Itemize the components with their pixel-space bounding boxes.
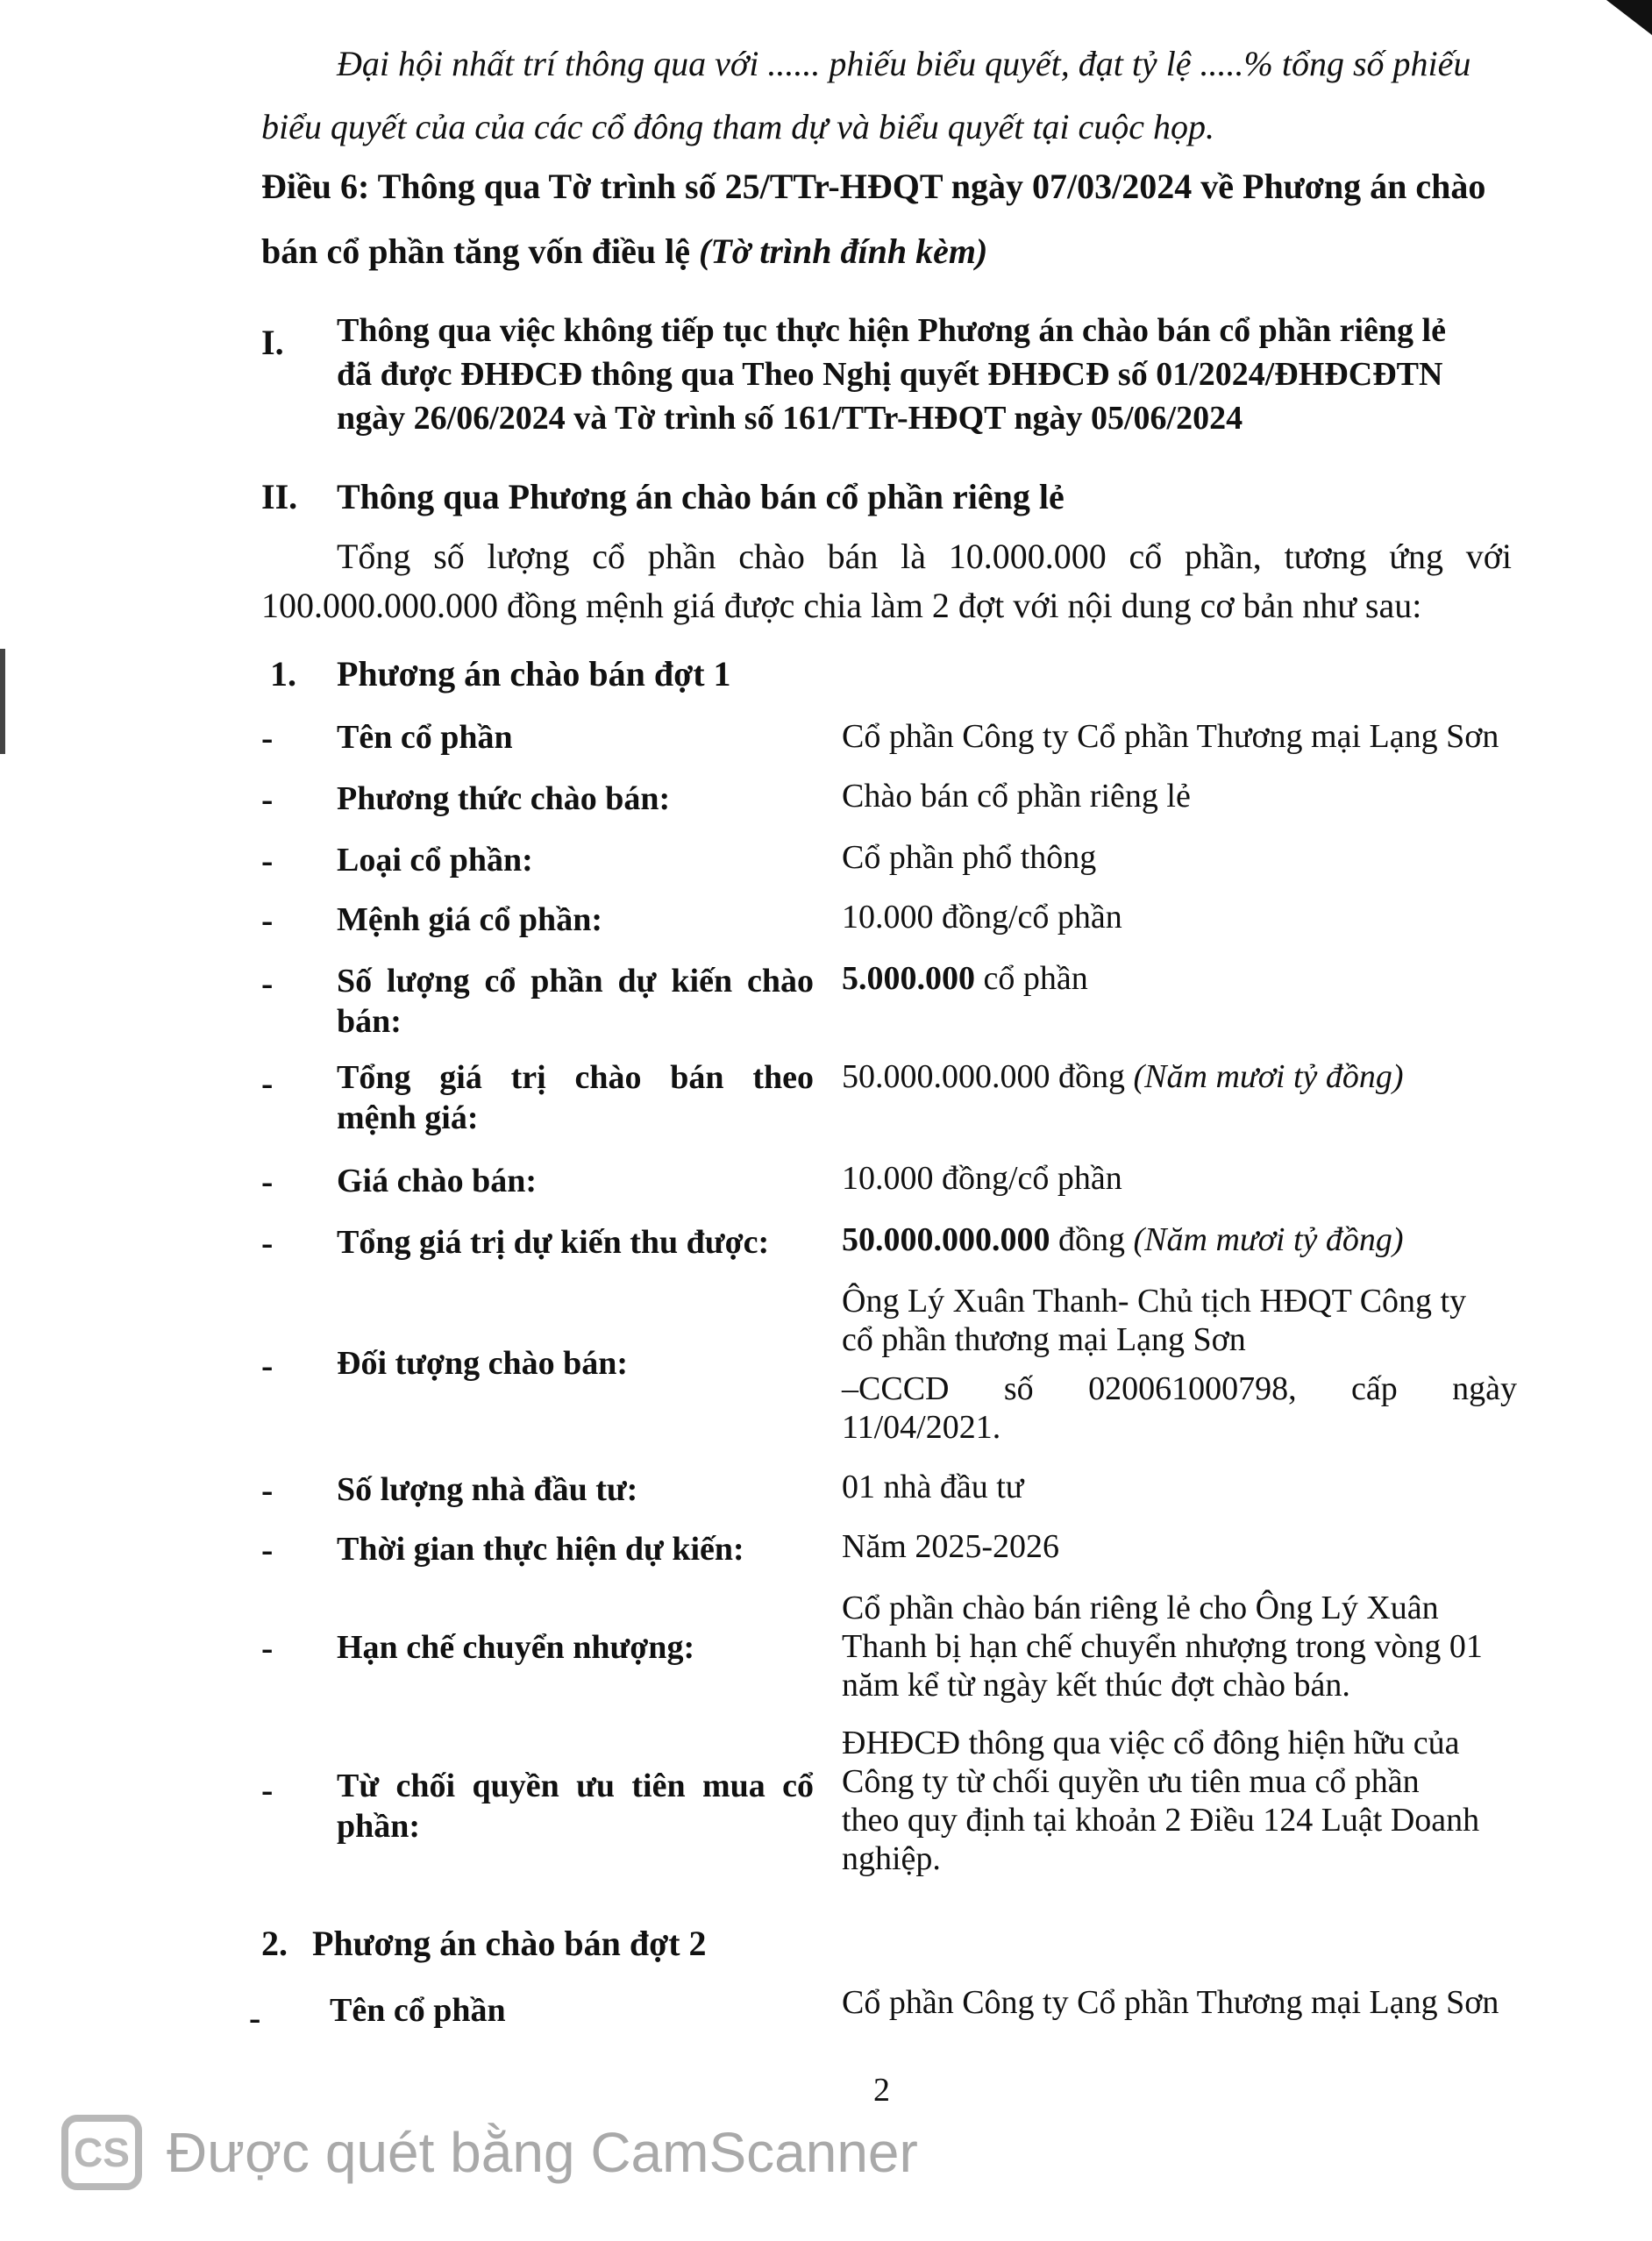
row-dash: - [261,1162,274,1201]
row-value-main: 50.000.000.000 đồng [842,1058,1134,1095]
section-1-text [337,309,1520,440]
row-value-line-4: nghiệp. [842,1840,941,1877]
row-dash: - [261,1470,274,1510]
row-label-line-1: Số lượng cổ phần dự kiến chào [337,963,814,1000]
row-value: 10.000 đồng/cổ phần [842,1160,1122,1197]
row-value [842,959,1517,998]
row-value [842,1057,1517,1096]
phase-1-number: 1. [270,654,296,694]
row-label [337,961,814,1042]
article-heading-line-2 [261,224,1489,279]
section-1-line-3: ngày 26/06/2024 và Tờ trình số 161/TTr-HĐQT ngày 05/06/2024 [337,400,1243,437]
row-label: Mệnh giá cổ phần: [337,901,602,938]
camscanner-watermark [61,2104,918,2201]
row-value: 10.000 đồng/cổ phần [842,899,1122,936]
row-value [842,1589,1517,1704]
article-heading-italic: (Tờ trình đính kèm) [699,231,988,271]
row-label: Thời gian thực hiện dự kiến: [337,1531,744,1568]
row-label-line-2: phần: [337,1808,421,1845]
row-dash: - [261,1064,274,1103]
row-label [337,1766,814,1846]
row-value-line-4: 11/04/2021. [842,1409,1001,1446]
row-dash: - [261,1346,274,1385]
intro-line-1: Đại hội nhất trí thông qua với ...... phiếu biểu quyết, đạt tỷ lệ .....% tổng số phiếu [337,44,1471,83]
row-label: Phương thức chào bán: [337,780,671,817]
page-number: 2 [873,2072,890,2109]
row-value [842,1220,1517,1259]
row-value-line-3: năm kể từ ngày kết thúc đợt chào bán. [842,1667,1350,1704]
phase-2-number: 2. [261,1924,288,1963]
row-value-line-3: theo quy định tại khoản 2 Điều 124 Luật Doanh [842,1802,1480,1839]
phase-1-title: Phương án chào bán đợt 1 [337,654,731,694]
row-value: Chào bán cổ phần riêng lẻ [842,778,1191,815]
row-value: Năm 2025-2026 [842,1528,1060,1565]
row-label-line-1: Từ chối quyền ưu tiên mua cổ [337,1768,814,1804]
article-heading-line-1: Điều 6: Thông qua Tờ trình số 25/TTr-HĐQT ngày 07/03/2024 về Phương án chào [261,167,1486,206]
scan-edge-mark [0,649,5,754]
section-2-para-line-1: Tổng số lượng cổ phần chào bán là 10.000.000 cổ phần, tương ứng với [337,537,1512,576]
row-value [842,1282,1517,1447]
row-value-line-2: Công ty từ chối quyền ưu tiên mua cổ phần [842,1763,1420,1800]
row-label: Đối tượng chào bán: [337,1345,629,1382]
row-value-bold: 50.000.000.000 [842,1221,1050,1258]
row-value: Cổ phần phổ thông [842,839,1097,876]
row-value: Cổ phần Công ty Cổ phần Thương mại Lạng Sơn [842,718,1499,755]
row-value [842,1724,1517,1878]
row-value-italic: (Năm mươi tỷ đồng) [1133,1058,1404,1095]
section-1-line-2: đã được ĐHĐCĐ thông qua Theo Nghị quyết ĐHĐCĐ số 01/2024/ĐHĐCĐTN [337,356,1443,393]
row-label: Loại cổ phần: [337,842,533,879]
row-value-line-1: ĐHĐCĐ thông qua việc cổ đông hiện hữu của [842,1725,1460,1761]
row-value-line-2: cổ phần thương mại Lạng Sơn [842,1321,1246,1358]
section-1-line-1: Thông qua việc không tiếp tục thực hiện Phương án chào bán cổ phần riêng lẻ [337,312,1446,349]
row-dash: - [261,779,274,819]
row-dash: - [261,718,274,758]
row-value-line-2: Thanh bị hạn chế chuyển nhượng trong vòng 01 [842,1628,1483,1665]
section-2-title: Thông qua Phương án chào bán cổ phần riêng lẻ [337,477,1065,516]
row-dash: - [261,1770,274,1810]
phase-2-row-value: Cổ phần Công ty Cổ phần Thương mại Lạng Sơn [842,1984,1499,2021]
row-label: Tên cổ phần [337,719,513,756]
row-dash: - [261,841,274,880]
row-dash: - [261,1628,274,1668]
row-dash: - [249,1998,261,2038]
camscanner-text: Được quét bằng CamScanner [167,2121,918,2184]
row-value-line-1: Ông Lý Xuân Thanh- Chủ tịch HĐQT Công ty [842,1283,1467,1320]
intro-line-2: biểu quyết của của các cổ đông tham dự và biểu quyết tại cuộc họp. [261,107,1215,146]
camscanner-logo-icon: CS [61,2115,142,2190]
row-dash: - [261,964,274,1003]
phase-2-title: Phương án chào bán đợt 2 [312,1924,707,1963]
row-dash: - [261,1530,274,1569]
row-value-line-1: Cổ phần chào bán riêng lẻ cho Ông Lý Xuân [842,1590,1439,1626]
row-label-line-2: mệnh giá: [337,1099,479,1136]
row-label: Hạn chế chuyển nhượng: [337,1629,695,1666]
phase-2-row-label: Tên cổ phần [330,1992,506,2029]
row-label-line-2: bán: [337,1003,402,1040]
row-value-bold: 5.000.000 [842,960,975,997]
row-value: 01 nhà đầu tư [842,1469,1024,1505]
row-value-rest: đồng [1050,1221,1134,1258]
section-1-numeral: I. [261,323,284,362]
row-dash: - [261,900,274,940]
row-label: Tổng giá trị dự kiến thu được: [337,1224,770,1261]
page-corner-shadow [1582,0,1652,35]
row-label [337,1057,814,1138]
row-label: Số lượng nhà đầu tư: [337,1471,638,1508]
section-2-numeral: II. [261,477,298,516]
row-label: Giá chào bán: [337,1163,538,1199]
row-label-line-1: Tổng giá trị chào bán theo [337,1059,814,1096]
row-dash: - [261,1223,274,1263]
article-heading-bold: bán cổ phần tăng vốn điều lệ [261,231,691,271]
row-value-rest: cổ phần [975,960,1088,997]
row-value-line-3: –CCCD số 020061000798, cấp ngày [842,1370,1517,1407]
section-2-para-line-2: 100.000.000.000 đồng mệnh giá được chia làm 2 đợt với nội dung cơ bản như sau: [261,586,1422,625]
row-value-italic: (Năm mươi tỷ đồng) [1133,1221,1404,1258]
